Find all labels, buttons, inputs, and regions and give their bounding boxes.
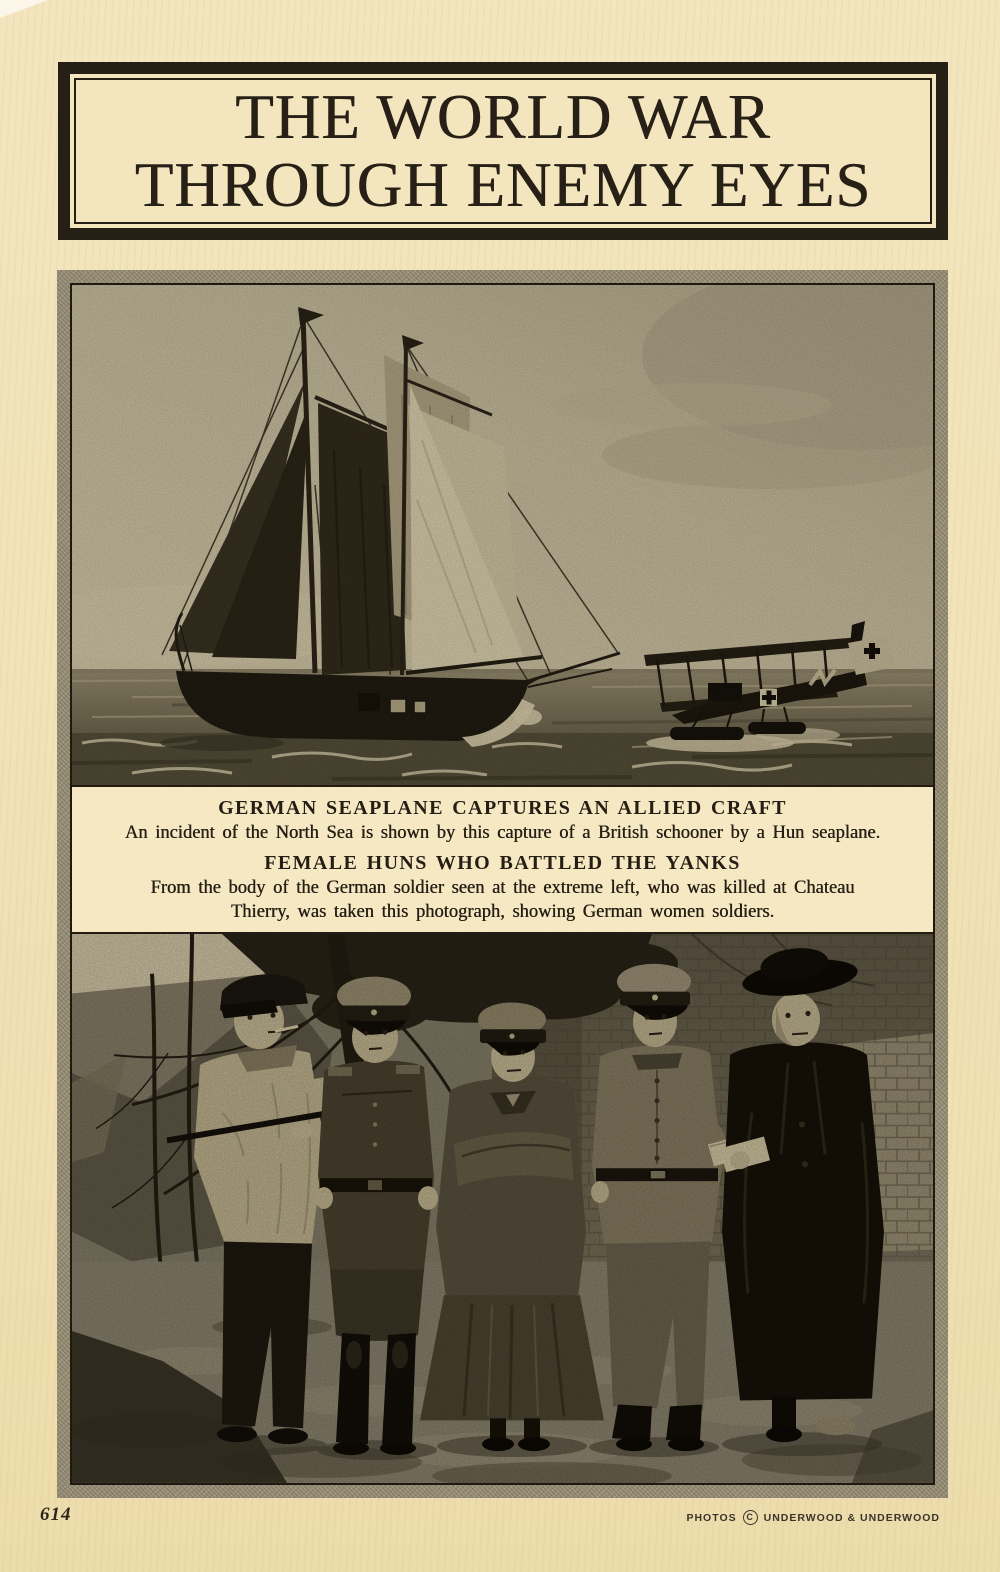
page-corner-tear xyxy=(0,0,48,18)
copyright-icon: C xyxy=(743,1510,758,1525)
page-title-line-1: THE WORLD WAR xyxy=(235,81,771,152)
photo-credit-suffix: UNDERWOOD & UNDERWOOD xyxy=(763,1511,940,1524)
caption-body-female-huns-line-2: Thierry, was taken this photograph, showing German women soldiers. xyxy=(230,902,775,923)
caption-body-seaplane: An incident of the North Sea is shown by this capture of a British schooner by a Hun seaplane. xyxy=(124,823,881,843)
schooner-seaplane-photo xyxy=(72,285,933,785)
photo-plate-frame xyxy=(57,270,948,1498)
caption-title-female-huns: FEMALE HUNS WHO BATTLED THE YANKS xyxy=(264,852,741,875)
photo-grain-overlay xyxy=(72,285,933,785)
photo-credit xyxy=(686,1510,940,1525)
caption-title-seaplane: GERMAN SEAPLANE CAPTURES AN ALLIED CRAFT xyxy=(218,797,787,819)
women-soldiers-photo xyxy=(72,934,933,1483)
title-box xyxy=(58,62,948,240)
page-number: 614 xyxy=(40,1504,72,1525)
page-title-line-2: THROUGH ENEMY EYES xyxy=(134,150,872,220)
caption-body-female-huns-line-1: From the body of the German soldier seen at the extreme left, who was killed at Chateau xyxy=(150,878,855,899)
photo-grain-overlay xyxy=(72,934,933,1483)
photo-credit-prefix: PHOTOS xyxy=(686,1511,737,1524)
title-inner-frame xyxy=(74,78,932,224)
photo-plate-inner xyxy=(70,283,935,1485)
caption-panel xyxy=(72,785,933,934)
caption-body-female-huns xyxy=(98,876,907,924)
